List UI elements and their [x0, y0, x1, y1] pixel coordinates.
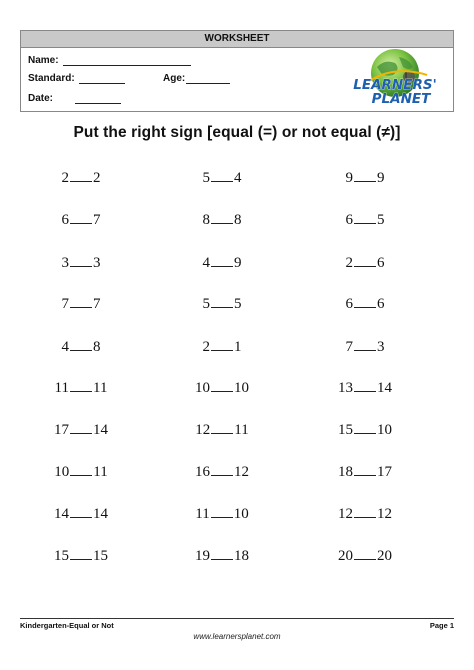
- right-number: 3: [93, 255, 101, 271]
- right-number: 14: [93, 506, 108, 522]
- left-number: 18: [338, 464, 353, 480]
- right-number: 4: [234, 170, 242, 186]
- name-label: Name:: [28, 55, 59, 66]
- comparison-problem: [346, 255, 385, 272]
- left-number: 12: [195, 422, 211, 438]
- comparison-problem: [346, 212, 385, 229]
- comparison-problem: [195, 548, 249, 565]
- comparison-problem: [338, 548, 392, 565]
- answer-blank[interactable]: [211, 549, 233, 560]
- right-number: 14: [93, 422, 108, 438]
- left-number: 11: [54, 380, 69, 396]
- comparison-problem: [346, 296, 385, 313]
- left-number: 10: [195, 380, 210, 396]
- right-number: 10: [377, 422, 392, 438]
- left-number: 6: [345, 296, 353, 312]
- answer-blank[interactable]: [70, 213, 92, 224]
- right-number: 15: [93, 548, 108, 564]
- right-number: 14: [377, 380, 392, 396]
- comparison-problem: [195, 422, 248, 439]
- answer-blank[interactable]: [354, 381, 376, 392]
- right-number: 18: [234, 548, 249, 564]
- date-label: Date:: [28, 93, 54, 104]
- left-number: 2: [345, 255, 353, 271]
- comparison-problem: [55, 380, 108, 397]
- logo-text-line1: LEARNERS': [353, 77, 437, 93]
- comparison-problem: [203, 212, 242, 229]
- answer-blank[interactable]: [211, 423, 233, 434]
- footer-url: www.learnersplanet.com: [193, 632, 281, 641]
- comparison-problem: [203, 339, 242, 356]
- right-number: 8: [234, 212, 242, 228]
- comparison-problem: [203, 255, 242, 272]
- left-number: 20: [338, 548, 353, 564]
- comparison-problem: [62, 339, 101, 356]
- left-number: 6: [345, 212, 353, 228]
- answer-blank[interactable]: [211, 256, 233, 267]
- answer-blank[interactable]: [354, 171, 376, 182]
- comparison-problem: [338, 464, 392, 481]
- comparison-problem: [346, 339, 385, 356]
- comparison-problem: [54, 506, 108, 523]
- worksheet-title: WORKSHEET: [21, 31, 453, 48]
- answer-blank[interactable]: [70, 297, 92, 308]
- answer-blank[interactable]: [354, 423, 376, 434]
- left-number: 9: [345, 170, 353, 186]
- comparison-problem: [62, 296, 101, 313]
- answer-blank[interactable]: [354, 465, 376, 476]
- answer-blank[interactable]: [211, 465, 233, 476]
- right-number: 11: [234, 422, 249, 438]
- left-number: 4: [61, 339, 69, 355]
- comparison-problem: [62, 212, 101, 229]
- right-number: 12: [377, 506, 392, 522]
- left-number: 6: [61, 212, 69, 228]
- right-number: 5: [234, 296, 242, 312]
- answer-blank[interactable]: [70, 340, 92, 351]
- instruction-text: Put the right sign [equal (=) or not equal (≠)]: [73, 124, 401, 141]
- answer-blank[interactable]: [211, 340, 233, 351]
- left-number: 5: [202, 296, 210, 312]
- comparison-problem: [338, 380, 392, 397]
- left-number: 8: [202, 212, 210, 228]
- age-label: Age:: [163, 73, 186, 84]
- answer-blank[interactable]: [354, 213, 376, 224]
- logo-text-line2: PLANET: [371, 91, 431, 107]
- right-number: 3: [377, 339, 385, 355]
- right-number: 11: [93, 380, 108, 396]
- comparison-problem: [54, 422, 108, 439]
- answer-blank[interactable]: [211, 381, 233, 392]
- answer-blank[interactable]: [211, 297, 233, 308]
- comparison-problem: [203, 296, 242, 313]
- answer-blank[interactable]: [70, 381, 92, 392]
- standard-label: Standard:: [28, 73, 75, 84]
- right-number: 7: [93, 296, 101, 312]
- left-number: 3: [61, 255, 69, 271]
- left-number: 10: [54, 464, 70, 480]
- comparison-problem: [346, 170, 385, 187]
- answer-blank[interactable]: [70, 549, 92, 560]
- left-number: 11: [195, 506, 210, 522]
- comparison-problem: [338, 506, 392, 523]
- comparison-problem: [54, 548, 108, 565]
- answer-blank[interactable]: [354, 297, 376, 308]
- answer-blank[interactable]: [354, 549, 376, 560]
- page-number: Page 1: [429, 621, 454, 630]
- left-number: 19: [195, 548, 210, 564]
- right-number: 10: [234, 380, 249, 396]
- right-number: 10: [233, 506, 249, 522]
- comparison-problem: [62, 170, 101, 187]
- answer-blank[interactable]: [70, 465, 92, 476]
- left-number: 15: [338, 422, 353, 438]
- right-number: 12: [234, 464, 249, 480]
- answer-blank[interactable]: [211, 213, 233, 224]
- answer-blank[interactable]: [70, 171, 92, 182]
- right-number: 11: [93, 464, 108, 480]
- footer-divider: [20, 618, 454, 619]
- right-number: 9: [234, 255, 242, 271]
- comparison-problem: [195, 464, 249, 481]
- right-number: 6: [377, 296, 385, 312]
- answer-blank[interactable]: [70, 507, 92, 518]
- right-number: 6: [377, 255, 385, 271]
- answer-blank[interactable]: [354, 507, 376, 518]
- right-number: 8: [93, 339, 101, 355]
- left-number: 7: [61, 296, 69, 312]
- left-number: 14: [54, 506, 69, 522]
- right-number: 7: [93, 212, 101, 228]
- left-number: 12: [338, 506, 353, 522]
- left-number: 5: [202, 170, 210, 186]
- answer-blank[interactable]: [211, 507, 233, 518]
- right-number: 1: [234, 339, 242, 355]
- answer-blank[interactable]: [354, 340, 376, 351]
- right-number: 2: [93, 170, 101, 186]
- answer-blank[interactable]: [70, 423, 92, 434]
- left-number: 13: [338, 380, 353, 396]
- left-number: 15: [54, 548, 69, 564]
- answer-blank[interactable]: [354, 256, 376, 267]
- comparison-problem: [195, 506, 248, 523]
- right-number: 9: [377, 170, 385, 186]
- answer-blank[interactable]: [211, 171, 233, 182]
- answer-blank[interactable]: [70, 256, 92, 267]
- footer-title: Kindergarten-Equal or Not: [20, 621, 114, 630]
- left-number: 2: [61, 170, 69, 186]
- left-number: 4: [202, 255, 210, 271]
- comparison-problem: [54, 464, 107, 481]
- left-number: 7: [345, 339, 353, 355]
- left-number: 17: [54, 422, 69, 438]
- right-number: 20: [377, 548, 392, 564]
- left-number: 16: [195, 464, 210, 480]
- comparison-problem: [338, 422, 392, 439]
- comparison-problem: [62, 255, 101, 272]
- right-number: 5: [377, 212, 385, 228]
- left-number: 2: [202, 339, 210, 355]
- comparison-problem: [203, 170, 242, 187]
- right-number: 17: [377, 464, 392, 480]
- comparison-problem: [195, 380, 249, 397]
